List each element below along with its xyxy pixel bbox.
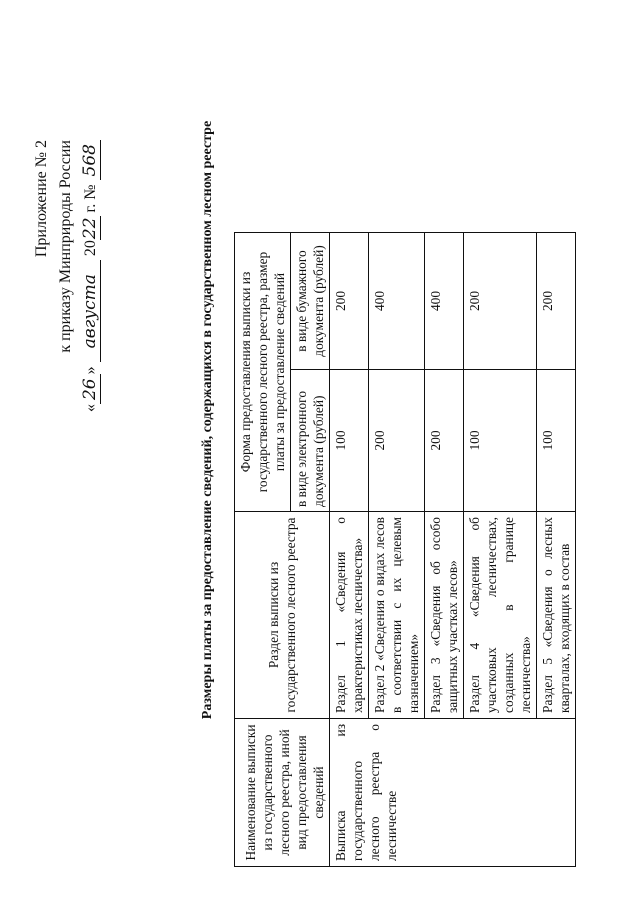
header-section: Раздел выписки из государственного лесного реестра (235, 512, 330, 719)
date-day: 26 (80, 374, 101, 404)
electronic-price: 100 (464, 370, 537, 512)
date-quote-close: » (82, 366, 99, 375)
paper-price: 200 (464, 233, 537, 370)
document-title: Размеры платы за предоставление сведений, содержащихся в государственном лесном реестре (200, 120, 215, 720)
date-month: августа (80, 260, 101, 362)
fees-table (234, 232, 576, 867)
date-g-label: г. № (82, 184, 99, 213)
section-cell: Раздел 4 «Сведения об участковых лесничествах, созданных в границе лесничества» (464, 512, 537, 719)
electronic-price: 100 (537, 370, 576, 512)
paper-price: 200 (537, 233, 576, 370)
appendix-header (30, 140, 103, 440)
date-quote-open: « (82, 404, 99, 413)
order-date (78, 140, 103, 440)
header-paper: в виде бумажного документа (рублей) (291, 233, 330, 370)
section-cell: Раздел 2 «Сведения о видах лесов в соответствии с их целевым назначением» (369, 512, 425, 719)
order-number: 568 (80, 140, 101, 180)
paper-price: 400 (369, 233, 425, 370)
header-electronic: в виде электронного документа (рублей) (291, 370, 330, 512)
table-header-row (235, 233, 291, 867)
header-form: Форма предоставления выписки из государственного лесного реестра, размер платы за предоставление сведений (235, 233, 291, 512)
name-cell: Выписка из государственного лесного реестра о лесничестве (330, 719, 576, 867)
section-cell: Раздел 1 «Сведения о характеристиках лесничества» (330, 512, 369, 719)
paper-price: 200 (330, 233, 369, 370)
electronic-price: 200 (369, 370, 425, 512)
date-year-prefix: 20 (82, 240, 99, 257)
order-reference: к приказу Минприроды России (57, 140, 74, 353)
table-row (330, 233, 369, 867)
electronic-price: 200 (425, 370, 464, 512)
electronic-price: 100 (330, 370, 369, 512)
header-name: Наименование выписки из государственного лесного реестра, иной вид предоставления сведений (235, 719, 330, 867)
paper-price: 400 (425, 233, 464, 370)
date-year-suffix: 22 (80, 217, 100, 240)
section-cell: Раздел 5 «Сведения о лесных кварталах, входящих в состав (537, 512, 576, 719)
appendix-number: Приложение № 2 (33, 140, 50, 258)
section-cell: Раздел 3 «Сведения об особо защитных участках лесов» (425, 512, 464, 719)
